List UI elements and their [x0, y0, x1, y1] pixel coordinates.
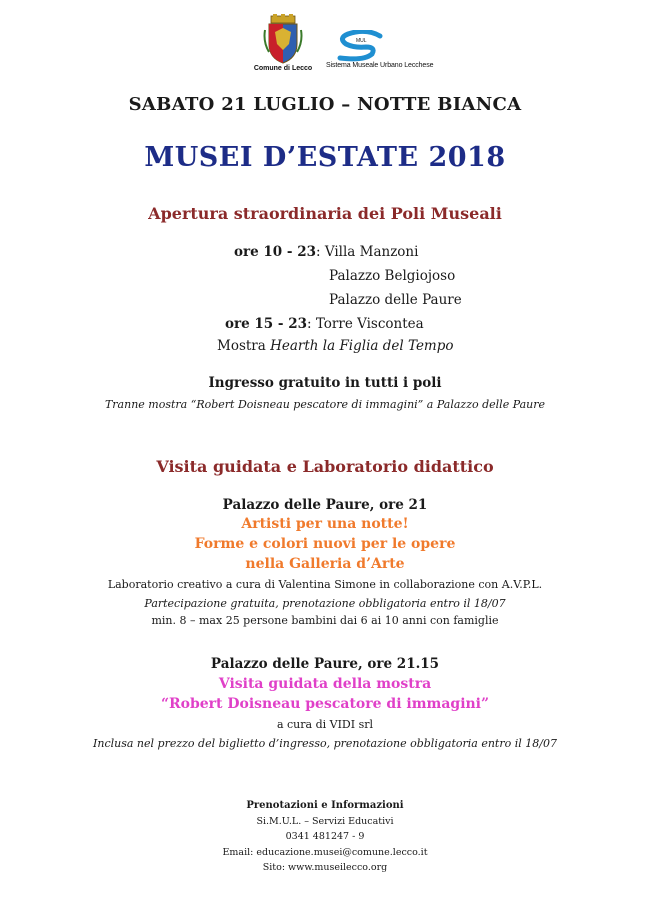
page-title: MUSEI D’ESTATE 2018: [144, 142, 506, 173]
date-line: SABATO 21 LUGLIO – NOTTE BIANCA: [128, 94, 522, 115]
schedule-row-2: [329, 268, 455, 284]
free-entry: Ingresso gratuito in tutti i poli: [208, 375, 442, 391]
schedule-time: ore 10 - 23: [234, 244, 316, 260]
schedule-place: Palazzo Belgiojoso: [329, 268, 456, 284]
schedule-place: : Torre Viscontea: [306, 316, 424, 332]
comune-caption: Comune di Lecco: [253, 65, 313, 72]
schedule-row-4: [225, 316, 424, 332]
event2-place-time: Palazzo delle Paure, ore 21.15: [210, 656, 440, 672]
simul-logo: [326, 30, 456, 74]
schedule-row-1: [234, 244, 418, 260]
event1-description: Laboratorio creativo a cura di Valentina Simone in collaborazione con A.V.P.L.: [107, 578, 543, 591]
event1-title-line-3: nella Galleria d’Arte: [245, 556, 405, 572]
comune-di-lecco-logo: [248, 14, 318, 80]
section1-heading: Apertura straordinaria dei Poli Museali: [148, 204, 502, 223]
free-entry-exception: Tranne mostra “Robert Doisneau pescatore di immagini” a Palazzo delle Paure: [104, 398, 546, 411]
footer-website: Sito: www.museilecco.org: [262, 862, 388, 873]
footer-email: Email: educazione.musei@comune.lecco.it: [222, 847, 428, 858]
event1-place-time: Palazzo delle Paure, ore 21: [222, 497, 428, 513]
event2-title-line-2: “Robert Doisneau pescatore di immagini”: [160, 696, 490, 712]
schedule-place: : Villa Manzoni: [315, 244, 419, 260]
event2-curator: a cura di VIDI srl: [276, 718, 374, 731]
footer-phone: 0341 481247 - 9: [285, 831, 365, 842]
event1-title-line-2: Forme e colori nuovi per le opere: [194, 536, 456, 552]
event1-note-2: min. 8 – max 25 persone bambini dai 6 ai 10 anni con famiglie: [151, 614, 499, 627]
simul-s-logo-icon: [336, 30, 384, 62]
exhibit-line: [217, 338, 454, 354]
exhibit-prefix: Mostra: [217, 338, 271, 354]
event2-note: Inclusa nel prezzo del biglietto d’ingresso, prenotazione obbligatoria entro il 18/07: [93, 737, 557, 750]
event1-title-line-1: Artisti per una notte!: [241, 516, 409, 532]
event2-title-line-1: Visita guidata della mostra: [218, 676, 432, 692]
coat-of-arms-icon: [263, 14, 303, 64]
event1-note-1: Partecipazione gratuita, prenotazione obbligatoria entro il 18/07: [144, 597, 506, 610]
simul-letters: MUL: [356, 38, 367, 44]
exhibit-title: Hearth la Figlia del Tempo: [270, 338, 454, 354]
schedule-time: ore 15 - 23: [225, 316, 307, 332]
section2-heading: Visita guidata e Laboratorio didattico: [156, 457, 494, 476]
schedule-row-3: [329, 292, 462, 308]
footer-heading: Prenotazioni e Informazioni: [246, 800, 404, 811]
simul-caption: Sistema Museale Urbano Lecchese: [326, 62, 434, 69]
footer-line-1: Si.M.U.L. – Servizi Educativi: [256, 816, 394, 827]
schedule-place: Palazzo delle Paure: [329, 292, 462, 308]
